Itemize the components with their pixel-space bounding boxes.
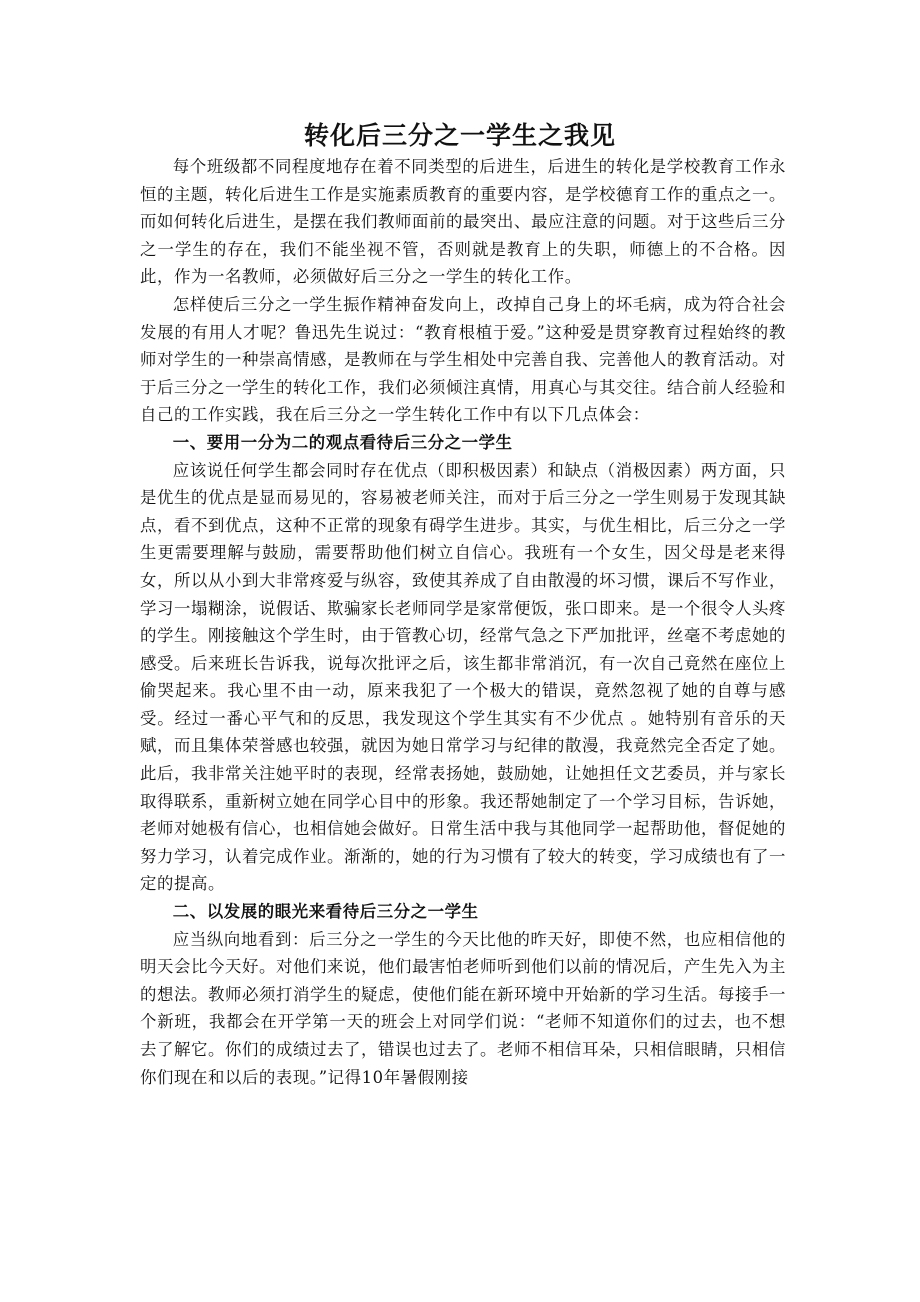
document-body (140, 153, 786, 1091)
paragraph-question: 怎样使后三分之一学生振作精神奋发向上，改掉自己身上的坏毛病，成为符合社会发展的有用人才呢？鲁迅先生说过：“教育根植于爱。”这种爱是贯穿教育过程始终的教师对学生的一种崇高情感，是教师在与学生相处中完善自我、完善他人的教育活动。对于后三分之一学生的转化工作，我们必须倾注真情，用真心与其交往。结合前人经验和自己的工作实践，我在后三分之一学生转化工作中有以下几点体会： (140, 294, 786, 425)
section-heading-2: 二、以发展的眼光来看待后三分之一学生 (172, 902, 479, 922)
section-paragraph-2: 应当纵向地看到：后三分之一学生的今天比他的昨天好，即使不然，也应相信他的明天会比今天好。对他们来说，他们最害怕老师听到他们以前的情况后，产生先入为主的想法。教师必须打消学生的疑虑，使他们能在新环境中开始新的学习生活。每接手一个新班，我都会在开学第一天的班会上对同学们说：“老师不知道你们的过去，也不想去了解它。你们的成绩过去了，错误也过去了。老师不相信耳朵，只相信眼睛，只相信你们现在和以后的表现。”记得10年暑假刚接 (140, 929, 786, 1087)
document-title: 转化后三分之一学生之我见 (303, 121, 616, 150)
section-heading-1: 一、要用一分为二的观点看待后三分之一学生 (172, 432, 513, 452)
paragraph-intro: 每个班级都不同程度地存在着不同类型的后进生，后进生的转化是学校教育工作永恒的主题，转化后进生工作是实施素质教育的重要内容，是学校德育工作的重点之一。而如何转化后进生，是摆在我们教师面前的最突出、最应注意的问题。对于这些后三分之一学生的存在，我们不能坐视不管，否则就是教育上的失职，师德上的不合格。因此，作为一名教师，必须做好后三分之一学生的转化工作。 (140, 157, 786, 287)
section-paragraph-1: 应该说任何学生都会同时存在优点（即积极因素）和缺点（消极因素）两方面，只是优生的优点是显而易见的，容易被老师关注，而对于后三分之一学生则易于发现其缺点，看不到优点，这种不正常的现象有碍学生进步。其实，与优生相比，后三分之一学生更需要理解与鼓励，需要帮助他们树立自信心。我班有一个女生，因父母是老来得女，所以从小到大非常疼爱与纵容，致使其养成了自由散漫的坏习惯，课后不写作业，学习一塌糊涂，说假话、欺骗家长老师同学是家常便饭，张口即来。是一个很令人头疼的学生。刚接触这个学生时，由于管教心切，经常气急之下严加批评，丝毫不考虑她的感受。后来班长告诉我，说每次批评之后，该生都非常消沉，有一次自己竟然在座位上偷哭起来。我心里不由一动，原来我犯了一个极大的错误，竟然忽视了她的自尊与感受。经过一番心平气和的反思，我发现这个学生其实有不少优点 。她特别有音乐的天赋，而且集体荣誉感也较强，就因为她日常学习与纪律的散漫，我竟然完全否定了她。此后，我非常关注她平时的表现，经常表扬她，鼓励她，让她担任文艺委员，并与家长取得联系，重新树立她在同学心目中的形象。我还帮她制定了一个学习目标，告诉她，老师对她极有信心，也相信她会做好。日常生活中我与其他同学一起帮助他，督促她的努力学习，认着完成作业。渐渐的，她的行为习惯有了较大的转变，学习成绩也有了一定的提高。 (140, 460, 786, 894)
